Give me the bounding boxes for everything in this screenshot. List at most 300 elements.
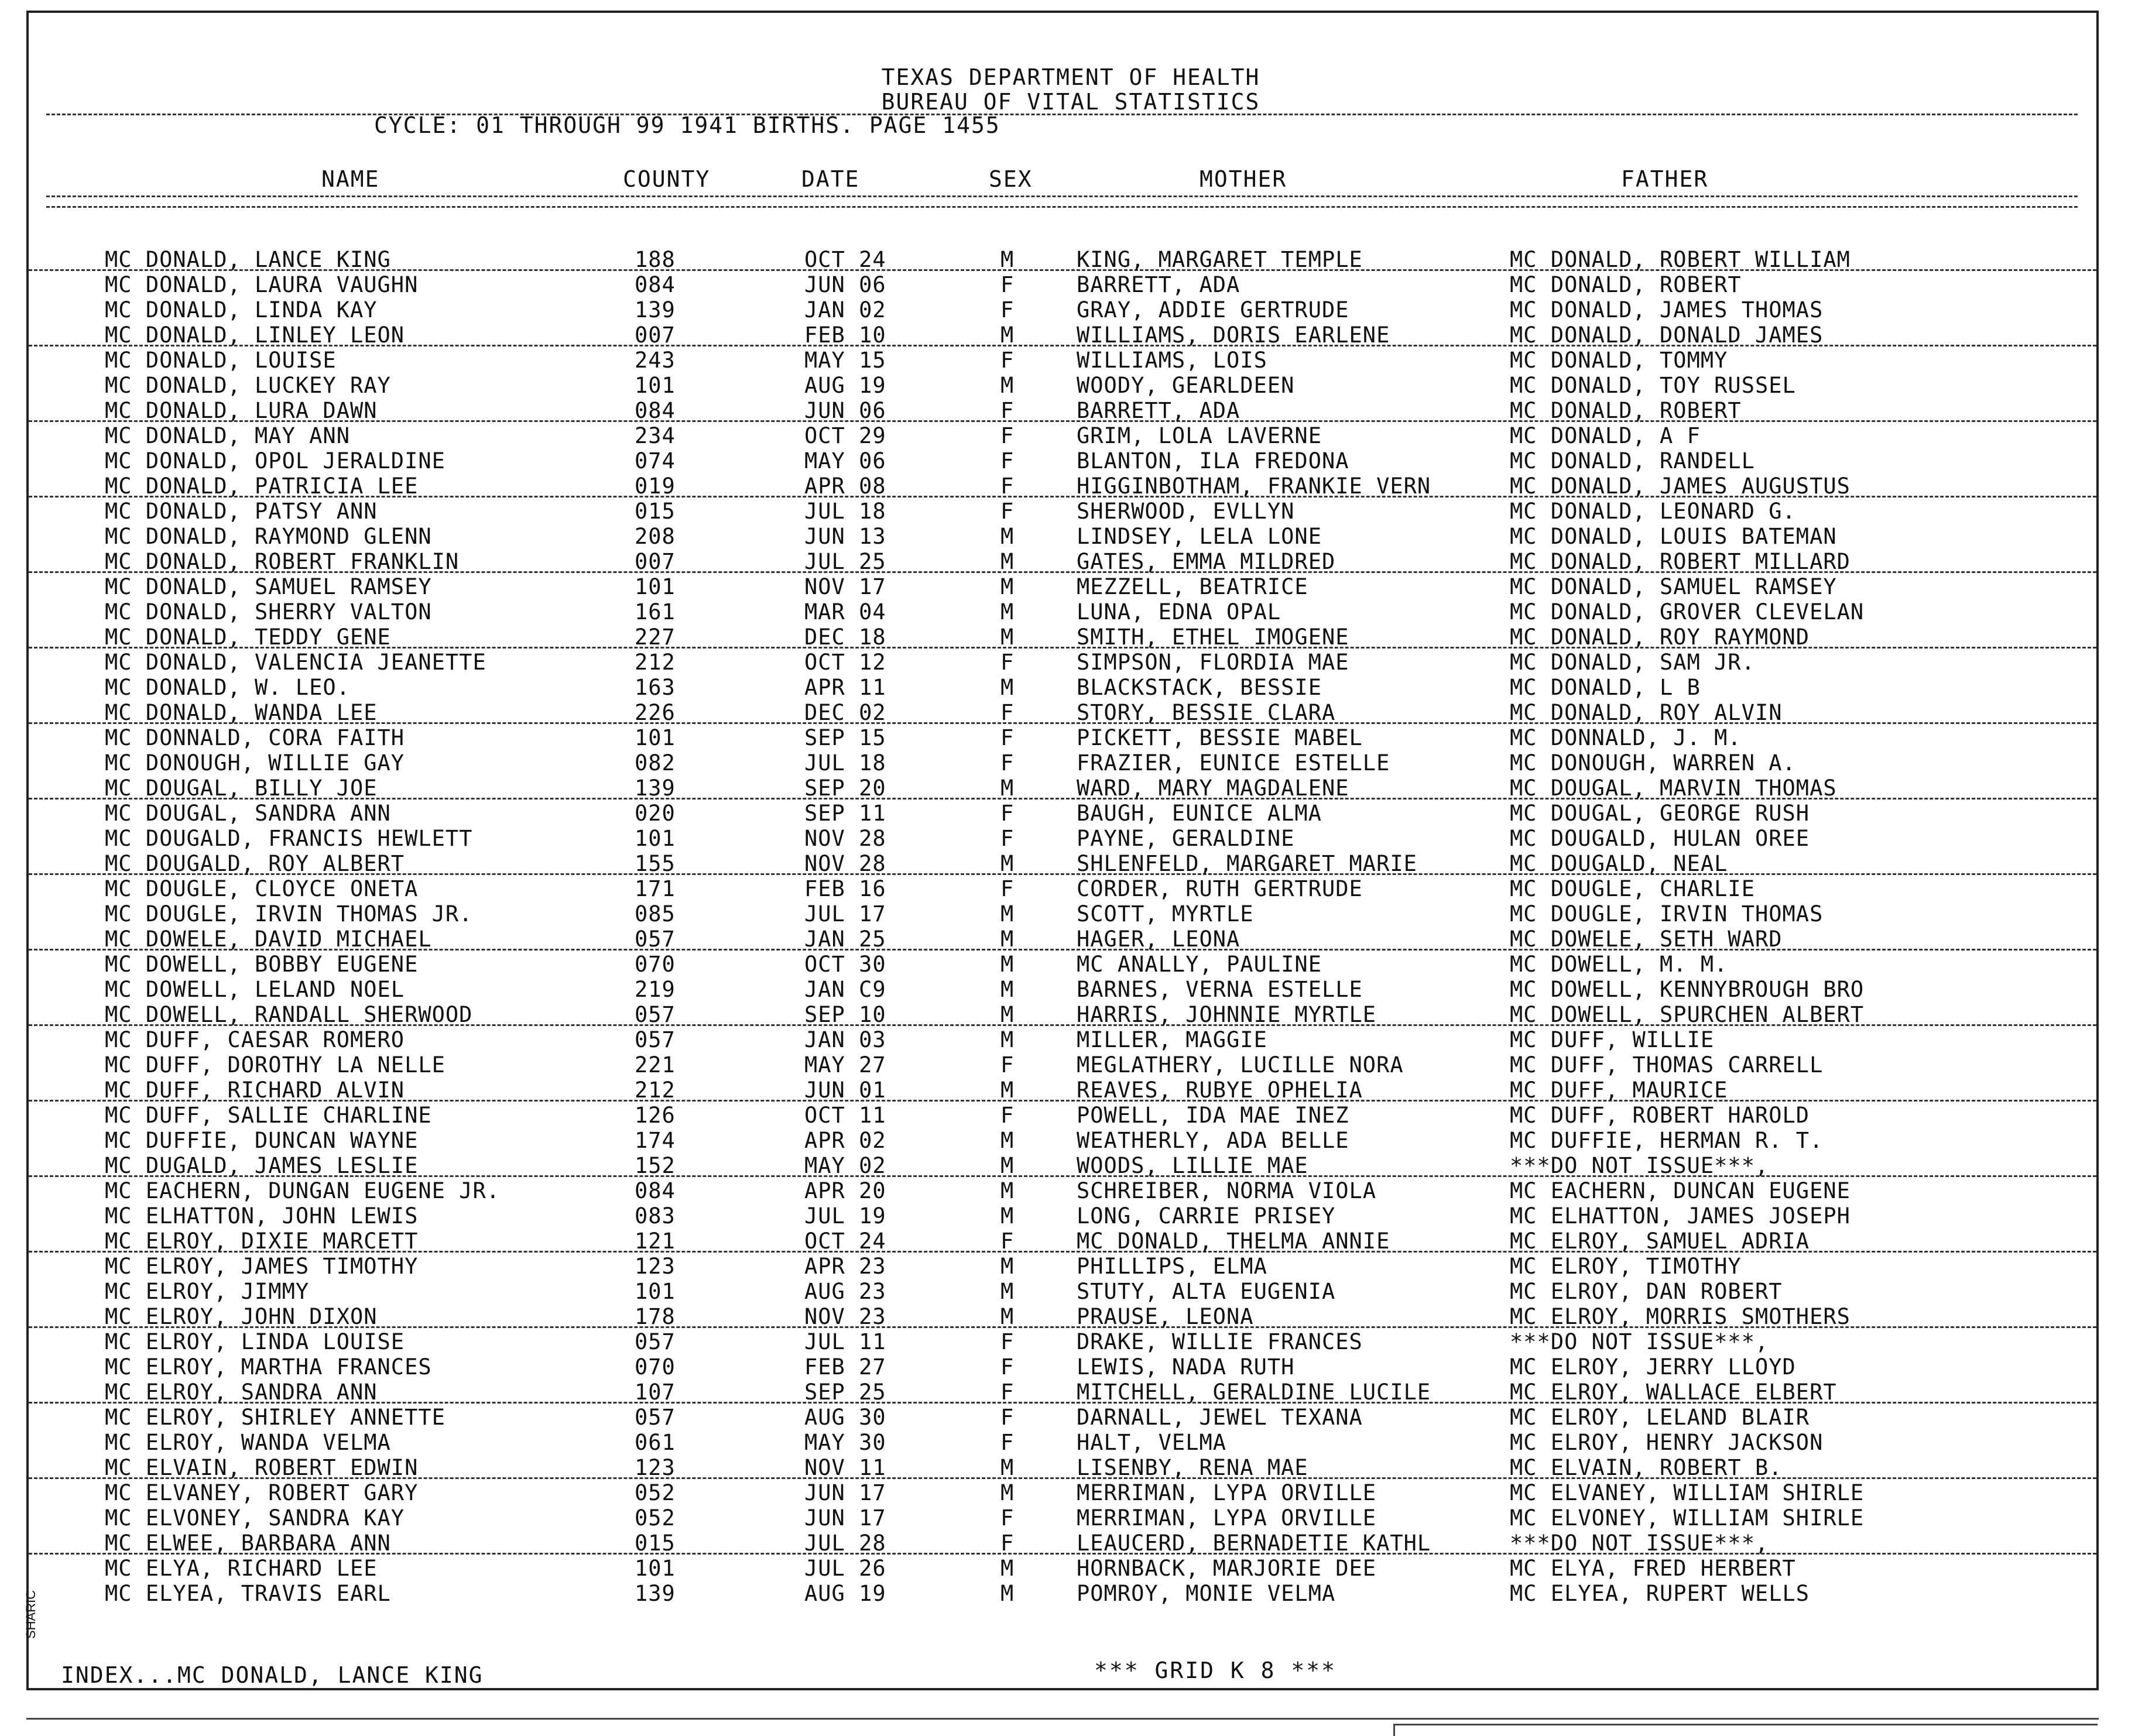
cell-mother: PICKETT, BESSIE MABEL (1077, 725, 1363, 750)
cell-mother: WILLIAMS, LOIS (1077, 348, 1267, 373)
cell-mother: SCHREIBER, NORMA VIOLA (1077, 1178, 1377, 1203)
cell-date: JUL 18 (804, 499, 886, 524)
cell-sex: M (1000, 247, 1015, 272)
table-row (29, 1278, 2096, 1303)
cell-father: MC DONALD, GROVER CLEVELAN (1510, 599, 1865, 625)
cell-county: 052 (635, 1505, 676, 1531)
table-row (29, 1001, 2096, 1026)
cell-county: 082 (635, 750, 676, 776)
cell-sex: M (1000, 524, 1015, 549)
cell-date: JAN 25 (804, 927, 886, 952)
cell-sex: M (1000, 1178, 1015, 1203)
department-title: TEXAS DEPARTMENT OF HEALTH (881, 64, 1260, 90)
cell-county: 163 (635, 675, 676, 700)
cell-name: MC DONALD, ROBERT FRANKLIN (105, 549, 460, 574)
table-row (29, 1152, 2096, 1177)
cell-sex: M (1000, 1304, 1015, 1329)
table-row (29, 1076, 2096, 1102)
cell-name: MC DONNALD, CORA FAITH (105, 725, 405, 750)
cell-name: MC DONALD, MAY ANN (105, 423, 350, 448)
cell-date: SEP 15 (804, 725, 886, 750)
bottom-box-edge (1393, 1724, 2098, 1736)
cell-sex: M (1000, 851, 1015, 876)
table-row (29, 1253, 2096, 1278)
cell-name: MC ELVAIN, ROBERT EDWIN (105, 1455, 419, 1480)
cell-name: MC EACHERN, DUNGAN EUGENE JR. (105, 1178, 501, 1203)
cell-sex: F (1000, 272, 1015, 297)
column-header-father: FATHER (1621, 166, 1709, 192)
table-row (29, 548, 2096, 573)
cell-sex: M (1000, 373, 1015, 398)
cell-county: 057 (635, 1027, 676, 1052)
cell-mother: WEATHERLY, ADA BELLE (1077, 1128, 1349, 1153)
cell-father: MC DUFFIE, HERMAN R. T. (1510, 1128, 1824, 1153)
cell-date: OCT 29 (804, 423, 886, 448)
cell-name: MC DOWELE, DAVID MICHAEL (105, 927, 432, 952)
cell-name: MC DONALD, SAMUEL RAMSEY (105, 574, 432, 599)
table-row (29, 1454, 2096, 1479)
cell-father: ***DO NOT ISSUE***, (1510, 1329, 1769, 1354)
cell-mother: LISENBY, RENA MAE (1077, 1455, 1308, 1480)
cell-county: 052 (635, 1480, 676, 1505)
cell-county: 083 (635, 1203, 676, 1229)
table-row (29, 825, 2096, 850)
cell-date: JUL 11 (804, 1329, 886, 1354)
cell-date: JUN 06 (804, 398, 886, 423)
cell-county: 221 (635, 1052, 676, 1078)
cell-county: 178 (635, 1304, 676, 1329)
cell-father: MC DOWELL, KENNYBROUGH BRO (1510, 977, 1865, 1002)
cell-mother: WARD, MARY MAGDALENE (1077, 776, 1349, 801)
cell-sex: F (1000, 1430, 1015, 1455)
cell-sex: M (1000, 1002, 1015, 1027)
table-row (29, 1529, 2096, 1555)
cell-father: MC DONALD, SAM JR. (1510, 650, 1755, 675)
cell-mother: GRIM, LOLA LAVERNE (1077, 423, 1322, 448)
table-row (29, 976, 2096, 1001)
cell-mother: WOODS, LILLIE MAE (1077, 1153, 1308, 1178)
cell-sex: F (1000, 1405, 1015, 1430)
cell-mother: FRAZIER, EUNICE ESTELLE (1077, 750, 1390, 776)
cell-name: MC DOUGALD, ROY ALBERT (105, 851, 405, 876)
column-header-rule (46, 195, 2078, 197)
cell-mother: SMITH, ETHEL IMOGENE (1077, 625, 1349, 650)
cell-name: MC ELHATTON, JOHN LEWIS (105, 1203, 419, 1229)
cell-father: MC DONALD, A F (1510, 423, 1701, 448)
cell-date: NOV 28 (804, 851, 886, 876)
table-row (29, 397, 2096, 422)
cell-name: MC DUFF, RICHARD ALVIN (105, 1078, 405, 1103)
cell-sex: M (1000, 1254, 1015, 1279)
cell-sex: M (1000, 1455, 1015, 1480)
cell-date: OCT 11 (804, 1103, 886, 1128)
cell-mother: BARRETT, ADA (1077, 272, 1240, 297)
cell-father: MC DONALD, DONALD JAMES (1510, 323, 1824, 348)
cell-name: MC DONALD, LAURA VAUGHN (105, 272, 419, 297)
cell-county: 234 (635, 423, 676, 448)
cell-county: 188 (635, 247, 676, 272)
cell-mother: SIMPSON, FLORDIA MAE (1077, 650, 1349, 675)
cell-mother: POMROY, MONIE VELMA (1077, 1581, 1336, 1606)
cell-mother: REAVES, RUBYE OPHELIA (1077, 1078, 1363, 1103)
cell-sex: F (1000, 650, 1015, 675)
cell-date: OCT 30 (804, 952, 886, 977)
cell-sex: M (1000, 1581, 1015, 1606)
cell-father: MC DOWELL, M. M. (1510, 952, 1728, 977)
cell-sex: F (1000, 1505, 1015, 1531)
table-row (29, 372, 2096, 397)
cell-father: MC DOWELL, SPURCHEN ALBERT (1510, 1002, 1865, 1027)
cell-mother: STUTY, ALTA EUGENIA (1077, 1279, 1336, 1304)
cell-sex: M (1000, 776, 1015, 801)
cell-sex: F (1000, 826, 1015, 851)
table-row (29, 699, 2096, 724)
cell-name: MC ELYEA, TRAVIS EARL (105, 1581, 391, 1606)
cell-county: 243 (635, 348, 676, 373)
cell-father: MC DOUGAL, MARVIN THOMAS (1510, 776, 1837, 801)
cell-father: MC ELYEA, RUPERT WELLS (1510, 1581, 1810, 1606)
column-header-date: DATE (801, 166, 860, 192)
cell-county: 015 (635, 1531, 676, 1556)
column-header-rule-2 (46, 206, 2078, 208)
cell-county: 074 (635, 448, 676, 474)
cell-date: JUL 25 (804, 549, 886, 574)
cell-name: MC ELROY, JIMMY (105, 1279, 310, 1304)
cell-county: 061 (635, 1430, 676, 1455)
cell-name: MC DOUGLE, IRVIN THOMAS JR. (105, 901, 473, 927)
cell-date: JUN 06 (804, 272, 886, 297)
cell-sex: F (1000, 700, 1015, 725)
cell-name: MC ELROY, MARTHA FRANCES (105, 1354, 432, 1380)
cell-mother: MEZZELL, BEATRICE (1077, 574, 1308, 599)
cell-name: MC DONOUGH, WILLIE GAY (105, 750, 405, 776)
record-sheet (26, 11, 2099, 1690)
cell-county: 161 (635, 599, 676, 625)
table-row (29, 1328, 2096, 1353)
cell-mother: GATES, EMMA MILDRED (1077, 549, 1336, 574)
cell-county: 084 (635, 398, 676, 423)
cell-mother: LONG, CARRIE PRISEY (1077, 1203, 1336, 1229)
cell-father: MC ELHATTON, JAMES JOSEPH (1510, 1203, 1850, 1229)
table-row (29, 422, 2096, 447)
cell-father: MC ELROY, MORRIS SMOTHERS (1510, 1304, 1850, 1329)
cell-date: OCT 12 (804, 650, 886, 675)
cell-name: MC DUFF, SALLIE CHARLINE (105, 1103, 432, 1128)
cell-county: 139 (635, 776, 676, 801)
cell-father: MC DONALD, ROY ALVIN (1510, 700, 1783, 725)
cell-father: MC ELROY, DAN ROBERT (1510, 1279, 1783, 1304)
cell-sex: F (1000, 1329, 1015, 1354)
cell-county: 070 (635, 952, 676, 977)
cell-name: MC ELROY, WANDA VELMA (105, 1430, 391, 1455)
cell-mother: DRAKE, WILLIE FRANCES (1077, 1329, 1363, 1354)
table-row (29, 523, 2096, 548)
cell-date: JUN 13 (804, 524, 886, 549)
table-row (29, 1555, 2096, 1580)
cell-date: MAY 27 (804, 1052, 886, 1078)
cell-mother: MERRIMAN, LYPA ORVILLE (1077, 1505, 1377, 1531)
cell-father: MC DOUGALD, NEAL (1510, 851, 1728, 876)
table-row (29, 900, 2096, 925)
cell-mother: BARNES, VERNA ESTELLE (1077, 977, 1363, 1002)
cell-sex: F (1000, 1380, 1015, 1405)
cell-father: MC DONALD, ROBERT (1510, 398, 1742, 423)
cell-county: 101 (635, 1279, 676, 1304)
cell-sex: M (1000, 1203, 1015, 1229)
cell-father: MC DONALD, ROBERT MILLARD (1510, 549, 1850, 574)
cell-mother: LUNA, EDNA OPAL (1077, 599, 1281, 625)
cell-mother: HALT, VELMA (1077, 1430, 1227, 1455)
cell-county: 208 (635, 524, 676, 549)
cell-sex: M (1000, 625, 1015, 650)
cell-mother: LINDSEY, LELA LONE (1077, 524, 1322, 549)
table-row (29, 1102, 2096, 1127)
cell-date: FEB 27 (804, 1354, 886, 1380)
table-row (29, 1479, 2096, 1504)
cell-county: 007 (635, 323, 676, 348)
cell-county: 152 (635, 1153, 676, 1178)
cell-mother: HAGER, LEONA (1077, 927, 1240, 952)
cell-county: 174 (635, 1128, 676, 1153)
cell-name: MC DUFF, DOROTHY LA NELLE (105, 1052, 445, 1078)
table-row (29, 1127, 2096, 1152)
cell-mother: SCOTT, MYRTLE (1077, 901, 1254, 927)
cell-name: MC ELROY, DIXIE MARCETT (105, 1229, 419, 1254)
cell-sex: M (1000, 952, 1015, 977)
cell-name: MC DOUGAL, BILLY JOE (105, 776, 378, 801)
cell-date: FEB 16 (804, 876, 886, 901)
cell-father: MC DOUGAL, GEORGE RUSH (1510, 801, 1810, 826)
cell-mother: GRAY, ADDIE GERTRUDE (1077, 297, 1349, 323)
cell-date: AUG 19 (804, 1581, 886, 1606)
cell-county: 101 (635, 373, 676, 398)
cell-date: JUL 17 (804, 901, 886, 927)
cell-name: MC DONALD, RAYMOND GLENN (105, 524, 432, 549)
cell-county: 107 (635, 1380, 676, 1405)
records-list (29, 246, 2096, 1605)
cell-date: SEP 25 (804, 1380, 886, 1405)
cell-father: MC DOUGALD, HULAN OREE (1510, 826, 1810, 851)
cell-sex: M (1000, 1556, 1015, 1581)
cell-mother: LEWIS, NADA RUTH (1077, 1354, 1295, 1380)
cell-date: NOV 17 (804, 574, 886, 599)
cell-date: SEP 20 (804, 776, 886, 801)
cell-sex: M (1000, 927, 1015, 952)
cell-father: ***DO NOT ISSUE***, (1510, 1153, 1769, 1178)
cell-sex: M (1000, 1078, 1015, 1103)
cell-sex: M (1000, 1279, 1015, 1304)
cell-father: MC DONOUGH, WARREN A. (1510, 750, 1796, 776)
cell-father: MC DONALD, LOUIS BATEMAN (1510, 524, 1837, 549)
cell-mother: BARRETT, ADA (1077, 398, 1240, 423)
cell-county: 226 (635, 700, 676, 725)
cell-county: 085 (635, 901, 676, 927)
cell-name: MC DONALD, LANCE KING (105, 247, 391, 272)
table-row (29, 246, 2096, 271)
cell-county: 121 (635, 1229, 676, 1254)
cell-mother: LEAUCERD, BERNADETIE KATHL (1077, 1531, 1431, 1556)
cell-date: APR 02 (804, 1128, 886, 1153)
cell-sex: F (1000, 423, 1015, 448)
cell-father: MC DONALD, ROBERT (1510, 272, 1742, 297)
cell-date: APR 23 (804, 1254, 886, 1279)
cell-date: APR 11 (804, 675, 886, 700)
cell-date: JUL 19 (804, 1203, 886, 1229)
cell-father: MC DONALD, ROY RAYMOND (1510, 625, 1810, 650)
cell-date: OCT 24 (804, 247, 886, 272)
table-row (29, 1353, 2096, 1378)
cell-mother: MITCHELL, GERALDINE LUCILE (1077, 1380, 1431, 1405)
bureau-title: BUREAU OF VITAL STATISTICS (881, 89, 1260, 115)
cell-county: 084 (635, 272, 676, 297)
cell-county: 101 (635, 725, 676, 750)
table-row (29, 1378, 2096, 1404)
cell-father: MC ELVONEY, WILLIAM SHIRLE (1510, 1505, 1865, 1531)
cell-date: JUN 01 (804, 1078, 886, 1103)
cell-father: MC DOUGLE, IRVIN THOMAS (1510, 901, 1824, 927)
cell-name: MC ELVONEY, SANDRA KAY (105, 1505, 405, 1531)
cell-date: OCT 24 (804, 1229, 886, 1254)
cell-mother: WILLIAMS, DORIS EARLENE (1077, 323, 1390, 348)
cell-name: MC DUFF, CAESAR ROMERO (105, 1027, 405, 1052)
cell-name: MC DONALD, SHERRY VALTON (105, 599, 432, 625)
cell-date: FEB 10 (804, 323, 886, 348)
cell-date: JUN 17 (804, 1480, 886, 1505)
cell-father: MC DUFF, MAURICE (1510, 1078, 1728, 1103)
column-header-name: NAME (321, 166, 380, 192)
cell-county: 007 (635, 549, 676, 574)
cell-county: 057 (635, 1002, 676, 1027)
table-row (29, 346, 2096, 372)
cell-mother: MC DONALD, THELMA ANNIE (1077, 1229, 1390, 1254)
table-row (29, 724, 2096, 749)
cell-county: 015 (635, 499, 676, 524)
cell-mother: MILLER, MAGGIE (1077, 1027, 1267, 1052)
cell-date: MAY 30 (804, 1430, 886, 1455)
table-row (29, 573, 2096, 598)
cell-name: MC DONALD, OPOL JERALDINE (105, 448, 445, 474)
cell-county: 057 (635, 1405, 676, 1430)
table-row (29, 850, 2096, 875)
cell-sex: M (1000, 1153, 1015, 1178)
cell-sex: M (1000, 1027, 1015, 1052)
cell-father: MC DUFF, WILLIE (1510, 1027, 1715, 1052)
cell-county: 139 (635, 297, 676, 323)
cell-mother: HIGGINBOTHAM, FRANKIE VERN (1077, 474, 1431, 499)
cell-date: MAY 15 (804, 348, 886, 373)
cell-mother: DARNALL, JEWEL TEXANA (1077, 1405, 1363, 1430)
cell-date: AUG 30 (804, 1405, 886, 1430)
cell-sex: M (1000, 549, 1015, 574)
cell-mother: HORNBACK, MARJORIE DEE (1077, 1556, 1377, 1581)
cell-father: MC ELROY, HENRY JACKSON (1510, 1430, 1824, 1455)
cell-father: MC ELROY, SAMUEL ADRIA (1510, 1229, 1810, 1254)
cell-mother: PRAUSE, LEONA (1077, 1304, 1254, 1329)
header-rule (46, 114, 2078, 115)
cell-father: MC EACHERN, DUNCAN EUGENE (1510, 1178, 1850, 1203)
cell-sex: M (1000, 1128, 1015, 1153)
cell-date: JUL 18 (804, 750, 886, 776)
cell-date: NOV 23 (804, 1304, 886, 1329)
cell-date: APR 20 (804, 1178, 886, 1203)
cell-county: 070 (635, 1354, 676, 1380)
table-row (29, 749, 2096, 774)
cell-mother: STORY, BESSIE CLARA (1077, 700, 1336, 725)
table-row (29, 1227, 2096, 1253)
cell-father: MC DOWELE, SETH WARD (1510, 927, 1783, 952)
cell-father: MC ELROY, JERRY LLOYD (1510, 1354, 1796, 1380)
cell-name: MC DUFFIE, DUNCAN WAYNE (105, 1128, 419, 1153)
table-row (29, 774, 2096, 800)
cell-father: MC DOUGLE, CHARLIE (1510, 876, 1755, 901)
cell-father: MC ELROY, TIMOTHY (1510, 1254, 1742, 1279)
cell-name: MC ELWEE, BARBARA ANN (105, 1531, 391, 1556)
cell-father: MC DONALD, SAMUEL RAMSEY (1510, 574, 1837, 599)
cell-county: 101 (635, 574, 676, 599)
cell-date: APR 08 (804, 474, 886, 499)
table-row (29, 1429, 2096, 1454)
cell-date: NOV 28 (804, 826, 886, 851)
cell-sex: F (1000, 499, 1015, 524)
cell-sex: M (1000, 599, 1015, 625)
cell-sex: M (1000, 675, 1015, 700)
table-row (29, 649, 2096, 674)
cell-date: MAR 04 (804, 599, 886, 625)
cell-sex: F (1000, 1052, 1015, 1078)
cell-name: MC DONALD, TEDDY GENE (105, 625, 391, 650)
cell-county: 020 (635, 801, 676, 826)
cell-mother: POWELL, IDA MAE INEZ (1077, 1103, 1349, 1128)
cell-date: AUG 23 (804, 1279, 886, 1304)
cell-sex: F (1000, 876, 1015, 901)
cell-county: 057 (635, 927, 676, 952)
cell-mother: SHERWOOD, EVLLYN (1077, 499, 1295, 524)
cell-date: JUL 28 (804, 1531, 886, 1556)
cell-name: MC DONALD, W. LEO. (105, 675, 350, 700)
table-row (29, 321, 2096, 346)
cell-name: MC ELROY, JAMES TIMOTHY (105, 1254, 419, 1279)
cell-mother: PAYNE, GERALDINE (1077, 826, 1295, 851)
table-row (29, 1504, 2096, 1529)
cell-name: MC DONALD, LOUISE (105, 348, 337, 373)
cell-father: MC ELYA, FRED HERBERT (1510, 1556, 1796, 1581)
cell-mother: MERRIMAN, LYPA ORVILLE (1077, 1480, 1377, 1505)
cell-name: MC ELROY, SHIRLEY ANNETTE (105, 1405, 445, 1430)
cell-name: MC DONALD, VALENCIA JEANETTE (105, 650, 486, 675)
cell-mother: KING, MARGARET TEMPLE (1077, 247, 1363, 272)
column-header-mother: MOTHER (1200, 166, 1287, 192)
cell-mother: SHLENFELD, MARGARET MARIE (1077, 851, 1417, 876)
cell-sex: F (1000, 1229, 1015, 1254)
cell-county: 123 (635, 1254, 676, 1279)
cell-name: MC ELROY, SANDRA ANN (105, 1380, 378, 1405)
cell-father: MC ELROY, WALLACE ELBERT (1510, 1380, 1837, 1405)
table-row (29, 925, 2096, 951)
cell-mother: BLACKSTACK, BESSIE (1077, 675, 1322, 700)
grid-footer: *** GRID K 8 *** (1094, 1658, 1337, 1683)
cell-name: MC DOWELL, RANDALL SHERWOOD (105, 1002, 473, 1027)
cell-name: MC DONALD, PATSY ANN (105, 499, 378, 524)
cell-county: 126 (635, 1103, 676, 1128)
cell-county: 219 (635, 977, 676, 1002)
table-row (29, 1404, 2096, 1429)
table-row (29, 472, 2096, 498)
cell-county: 057 (635, 1329, 676, 1354)
cell-county: 101 (635, 826, 676, 851)
table-row (29, 1177, 2096, 1202)
cell-father: MC DONALD, JAMES AUGUSTUS (1510, 474, 1850, 499)
table-row (29, 296, 2096, 321)
